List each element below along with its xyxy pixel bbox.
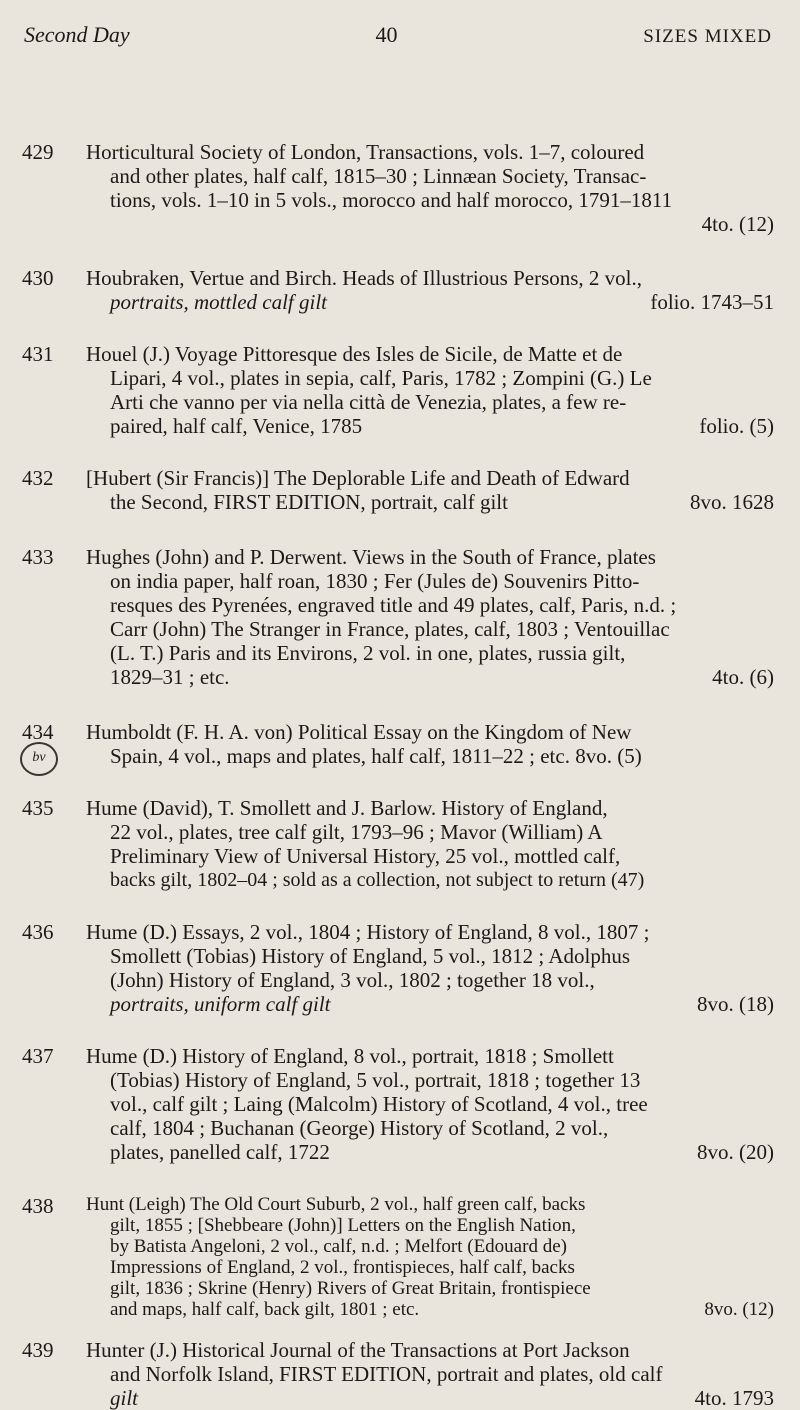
lot-line: backs gilt, 1802–04 ; sold as a collection, not subject to return (47) — [110, 869, 645, 891]
lot-line-row — [86, 992, 774, 1016]
lot-line: (L. T.) Paris and its Environs, 2 vol. in one, plates, russia gilt, — [110, 641, 626, 665]
lot-line: (John) History of England, 3 vol., 1802 ; together 18 vol., — [110, 968, 595, 992]
lot-format: 4to. (6) — [712, 665, 774, 689]
lot-line-row — [86, 290, 774, 314]
lot-description — [86, 720, 774, 768]
lot-433 — [22, 545, 774, 689]
lot-line: Smollett (Tobias) History of England, 5 vol., 1812 ; Adolphus — [110, 944, 631, 968]
lot-line: (Tobias) History of England, 5 vol., portrait, 1818 ; together 13 — [110, 1068, 641, 1092]
lot-line-row — [86, 1299, 774, 1320]
lot-431 — [22, 342, 774, 438]
lot-line: gilt, 1855 ; [Shebbeare (John)] Letters on the English Nation, — [110, 1215, 576, 1236]
lot-429 — [22, 140, 774, 236]
lot-line: and other plates, half calf, 1815–30 ; Linnæan Society, Transac- — [110, 164, 647, 188]
page-header — [24, 22, 772, 48]
lot-format: folio. 1743–51 — [650, 290, 774, 314]
lot-line: Horticultural Society of London, Transactions, vols. 1–7, coloured — [86, 140, 645, 164]
lot-number: 431 — [22, 342, 54, 366]
lot-line: Hume (D.) Essays, 2 vol., 1804 ; History of England, 8 vol., 1807 ; — [86, 920, 650, 944]
lot-line: Hunt (Leigh) The Old Court Suburb, 2 vol., half green calf, backs — [86, 1194, 586, 1215]
lot-435 — [22, 796, 774, 892]
lot-description — [86, 796, 774, 892]
page-number: 40 — [375, 22, 398, 47]
lot-line: plates, panelled calf, 1722 — [110, 1140, 330, 1164]
handwritten-mark: bv — [20, 742, 58, 776]
lot-line-row — [86, 414, 774, 438]
lot-line-row — [86, 490, 774, 514]
lot-line: and maps, half calf, back gilt, 1801 ; etc. — [110, 1299, 420, 1320]
lot-format: 8vo. 1628 — [690, 490, 774, 514]
lot-line: Houbraken, Vertue and Birch. Heads of Illustrious Persons, 2 vol., — [86, 266, 643, 290]
lot-line: Houel (J.) Voyage Pittoresque des Isles de Sicile, de Matte et de — [86, 342, 623, 366]
lot-line: Carr (John) The Stranger in France, plates, calf, 1803 ; Ventouillac — [110, 617, 670, 641]
lot-line: portraits, uniform calf gilt — [110, 992, 331, 1016]
lot-number: 437 — [22, 1044, 54, 1068]
lot-430 — [22, 266, 774, 314]
lot-description — [86, 1044, 774, 1164]
lot-line: Humboldt (F. H. A. von) Political Essay on the Kingdom of New — [86, 720, 632, 744]
lot-description — [86, 545, 774, 689]
lot-description — [86, 1338, 774, 1410]
lot-format: 8vo. (12) — [704, 1299, 774, 1320]
lot-line: tions, vols. 1–10 in 5 vols., morocco and half morocco, 1791–1811 — [110, 188, 673, 212]
lot-number: 438 — [22, 1194, 54, 1218]
lot-description — [86, 140, 774, 236]
lot-line: calf, 1804 ; Buchanan (George) History of Scotland, 2 vol., — [110, 1116, 609, 1140]
lot-line: gilt, 1836 ; Skrine (Henry) Rivers of Great Britain, frontispiece — [110, 1278, 591, 1299]
lot-line: 1829–31 ; etc. — [110, 665, 230, 689]
lot-437 — [22, 1044, 774, 1164]
lot-line: Preliminary View of Universal History, 25 vol., mottled calf, — [110, 844, 621, 868]
lot-line: gilt — [110, 1386, 139, 1410]
lot-line: by Batista Angeloni, 2 vol., calf, n.d. ; Melfort (Edouard de) — [110, 1236, 567, 1257]
lot-438 — [22, 1194, 774, 1320]
lot-line-row — [86, 1140, 774, 1164]
lot-line: paired, half calf, Venice, 1785 — [110, 414, 363, 438]
lot-line: resques des Pyrenées, engraved title and 49 plates, calf, Paris, n.d. ; — [110, 593, 677, 617]
lot-line: [Hubert (Sir Francis)] The Deplorable Life and Death of Edward — [86, 466, 630, 490]
lot-439 — [22, 1338, 774, 1410]
lot-432 — [22, 466, 774, 514]
lot-line: Arti che vanno per via nella città de Venezia, plates, a few re- — [110, 390, 627, 414]
lot-number: 430 — [22, 266, 54, 290]
lot-number: 433 — [22, 545, 54, 569]
lot-line: Lipari, 4 vol., plates in sepia, calf, Paris, 1782 ; Zompini (G.) Le — [110, 366, 652, 390]
lot-line-row — [86, 665, 774, 689]
lot-436 — [22, 920, 774, 1016]
lot-line: Hume (D.) History of England, 8 vol., portrait, 1818 ; Smollett — [86, 1044, 614, 1068]
lot-line: vol., calf gilt ; Laing (Malcolm) History of Scotland, 4 vol., tree — [110, 1092, 648, 1116]
lot-line: Spain, 4 vol., maps and plates, half calf, 1811–22 ; etc. 8vo. (5) — [110, 744, 642, 768]
lot-format: 4to. 1793 — [694, 1386, 774, 1410]
lot-number: 432 — [22, 466, 54, 490]
lot-number: 436 — [22, 920, 54, 944]
lot-number: 429 — [22, 140, 54, 164]
lot-description — [86, 466, 774, 514]
header-day: Second Day — [24, 22, 130, 47]
lot-line: 22 vol., plates, tree calf gilt, 1793–96 ; Mavor (William) A — [110, 820, 603, 844]
lot-format: 8vo. (18) — [697, 992, 774, 1016]
lot-format: 4to. (12) — [701, 212, 774, 236]
lot-434 — [22, 720, 774, 768]
lot-line: and Norfolk Island, FIRST EDITION, portrait and plates, old calf — [110, 1362, 663, 1386]
lot-line-row — [86, 1386, 774, 1410]
lot-line: Impressions of England, 2 vol., frontispieces, half calf, backs — [110, 1257, 575, 1278]
lot-number: 439 — [22, 1338, 54, 1362]
lot-description — [86, 920, 774, 1016]
lot-number: 435 — [22, 796, 54, 820]
lot-line: the Second, FIRST EDITION, portrait, calf gilt — [110, 490, 508, 514]
lot-description — [86, 342, 774, 438]
lot-format: folio. (5) — [699, 414, 774, 438]
lot-format: 8vo. (20) — [697, 1140, 774, 1164]
lot-line: Hunter (J.) Historical Journal of the Transactions at Port Jackson — [86, 1338, 630, 1362]
lot-line: portraits, mottled calf gilt — [110, 290, 328, 314]
lot-description — [86, 1194, 774, 1320]
lot-line: Hume (David), T. Smollett and J. Barlow. History of England, — [86, 796, 608, 820]
lot-line: on india paper, half roan, 1830 ; Fer (Jules de) Souvenirs Pitto- — [110, 569, 640, 593]
lot-number: 434 — [22, 720, 54, 744]
lot-description — [86, 266, 774, 314]
lot-line: Hughes (John) and P. Derwent. Views in the South of France, plates — [86, 545, 656, 569]
header-section: SIZES MIXED — [643, 26, 772, 47]
